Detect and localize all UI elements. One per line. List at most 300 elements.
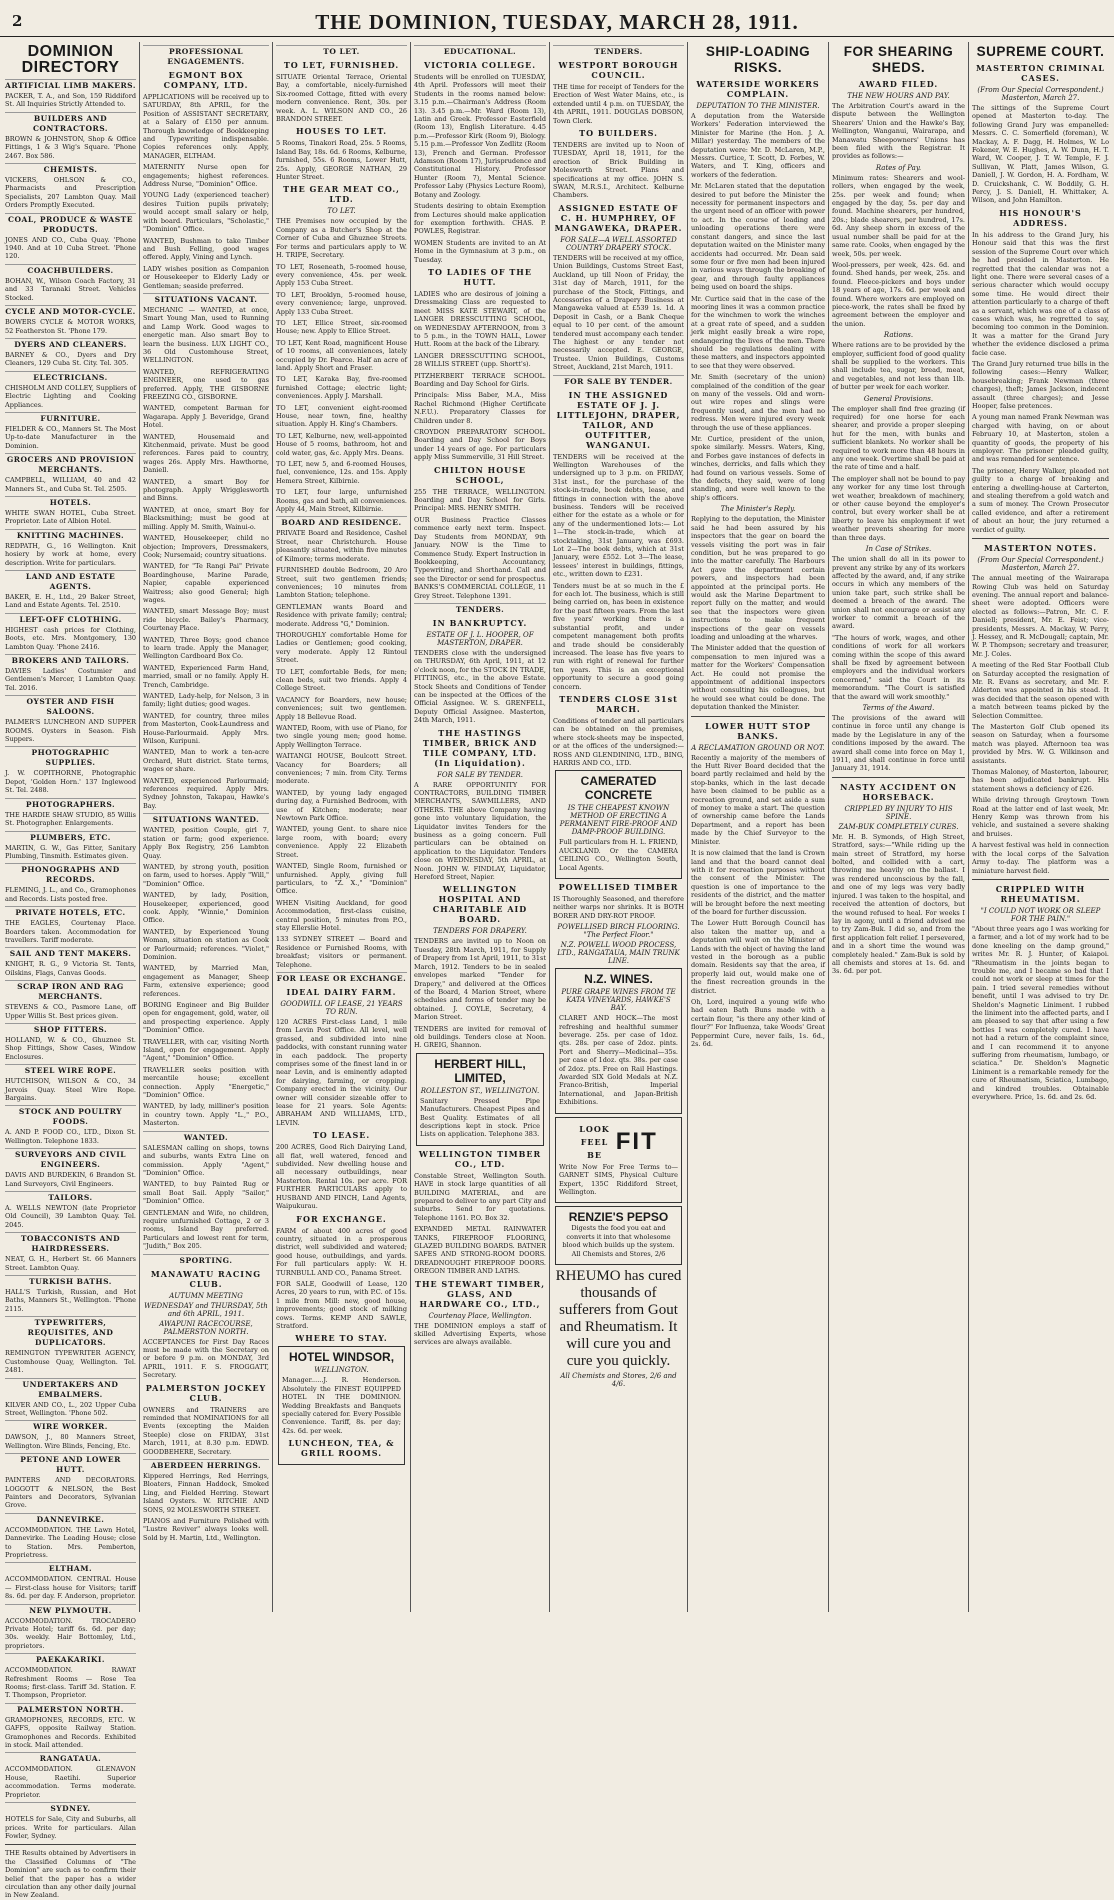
ad-text: Full particulars from H. L. FRIEND, AUCKLAND. Or the CAMERA CEILING CO., Wellington South, Local Agents.	[559, 838, 678, 872]
directory-entry: DAVIS AND BURDEKIN, 6 Brandon St. Land Surveyors, Civil Engineers.	[5, 1171, 136, 1188]
article-text: Mr. Curtice said that in the case of the mooring lines it was a common practice for the winchmen to work the winches at a great rate of speed, and a sudden jerk might easily break a wire rope, endangering the lives of the men. There should be regulations dealing with these matters, and inspectors appointed to see that they were observed.	[691, 294, 825, 370]
directory-category: PAEKAKARIKI.	[5, 1653, 136, 1665]
ad-text: TO LET, Kent Road, magnificent House of 10 rooms, all conveniences, lately occupied by Dr. Pearce. Half an acre of land. Apply Short and Fraser.	[276, 338, 407, 372]
column-directory	[2, 42, 140, 1900]
directory-category: NEW PLYMOUTH.	[5, 1604, 136, 1616]
article-text: Mr. McLaren stated that the deputation desired to put before the Minister the necessity for permanent inspectors and the urgent need of an officer with power to act. In the course of loading and unloading operations there were constant dangers, and since the last deputation waited on the Minister many accidents had occurred. Mr. Dean said some four or five men had been injured in various ways through the breaking of gear, and through faulty appliances being used on board the ships.	[691, 182, 825, 292]
article-text: TENDERS will be received at my office, Union Buildings, Customs Street East, Auckland, up till Noon of Friday, the 31st day of March, 1911, for the purchase of the Stock, Fittings, and Accessories of a Drapery Business at Mangaweka valued at £539 1s. 1d. A Deposit in Cash, or a Bank Cheque equal to 10 per cent. of the amount tendered must accompany each tender. The highest or any tender not necessarily accepted. E. GEORGE, Trustee. Union Buildings, Customs Street, Auckland, 21st March, 1911.	[553, 253, 684, 372]
article-subhead: A RECLAMATION GROUND OR NOT.	[691, 743, 825, 752]
article-text: The annual meeting of the Wairarapa Rowing Club was held on Saturday evening. The annual report and balance-sheet were adopted. Officers were elected as follows:—Patron, Mr. C. F. Daniell; president, Mr. E. Feist; vice-presidents, Messrs. A. Mackay, W. Perry, J. Hessey, and R. McDougall; captain, Mr. W. P. Thompson; secretary and treasurer, Mr. J. Coles.	[972, 574, 1109, 658]
section-heading: ABERDEEN HERRINGS.	[143, 1459, 269, 1471]
dateline: (From Our Special Correspondent.) Masterton, March 27.	[977, 556, 1104, 573]
ad-text: TO LET, Ellice Street, six-roomed House; new. Apply to Ellice Street.	[276, 318, 407, 336]
directory-category: TOBACCONISTS AND HAIRDRESSERS.	[5, 1232, 136, 1254]
ad-big-word: FIT	[615, 1127, 658, 1155]
sub-heading: FOR SALE—A WELL ASSORTED COUNTRY DRAPERY STOCK.	[560, 235, 677, 252]
ad-text: WANTED, by young lady engaged during day, a Furnished Bedroom, with use of Kitchen; moderate; near Newtown Park Office.	[276, 788, 407, 823]
ad-text: WANTED, Experienced Farm Hand, married, small or no family. Apply H. Trench, Cambridge.	[143, 663, 269, 689]
directory-entry: STEVENS & CO., Pasmore Lane, off Upper Willis St. Best prices given.	[5, 1003, 136, 1020]
article-text: "The hours of work, wages, and other conditions of work for all workers coming within the scope of this award shall be fixed by agreement between employers and the individual workers concerned," said the Court in its memorandum. "The Court is satisfied that the award will work smoothly."	[832, 633, 965, 701]
directory-category: DYERS AND CLEANERS.	[5, 338, 136, 350]
directory-entry: BROWN & JOHNSTON, Shop & Office Fittings, 1 & 3 Wig's Square. 'Phone 2467. Box 586.	[5, 134, 136, 160]
sub-heading: TO LET, FURNISHED.	[283, 60, 400, 70]
ad-text: EXPANDED METAL RAINWATER TANKS, FIREPROOF FLOORING, GLAZED BUILDING BOARDS. BATNER SAFES AND STRONG-ROOM DOORS. DREADNOUGHT FIREPROOF DOORS. OREGON TIMBER AND LATHS.	[414, 1225, 546, 1276]
directory-entry: FIELDER & CO., Manners St. The Most Up-to-date Manufacturer in the Dominion.	[5, 424, 136, 450]
sub-heading: WESTPORT BOROUGH COUNCIL.	[558, 60, 679, 80]
section-heading: SITUATIONS WANTED.	[143, 813, 269, 825]
directory-category: ELTHAM.	[5, 1562, 136, 1574]
ad-text: WANTED, young Gent. to share nice large room, with board; every convenience. Apply 22 Elizabeth Street.	[276, 825, 407, 859]
directory-category: DANNEVIRKE.	[5, 1513, 136, 1525]
article-headline: MASTERTON NOTES.	[983, 543, 1098, 554]
article-text: 255 THE TERRACE, WELLINGTON. Boarding and Day School for Girls. Principal: MRS. HENRY SMITH.	[414, 487, 546, 513]
article-text: Mr. H. B. Symonds, of High Street, Stratford, says:—"While riding up the main street of Stratford, my horse bolted, and collided with a cart, throwing me heavily on the ballast. I was rendered unconscious by the fall, and one of my legs was very badly injured. I was taken to the hospital, and received the attention of doctors, but the wound refused to heal. For weeks I lay in agony, until a friend advised me to try Zam-Buk. I did so, and from the first application felt relief. I persevered, and in a short time the wound was completely healed." Zam-Buk is sold by all chemists and stores at 1s. 6d. and 3s. 6d. per pot.	[832, 832, 965, 976]
directory-entry: ACCOMMODATION. THE Lawn Hotel, Dannevirke. The Leading House; close to Station. Mrs. Pemberton, Proprietress.	[5, 1525, 136, 1559]
article-text: The Grand Jury returned true bills in the following cases:—Henry Walker, housebreaking; Frank Newman (three charges), theft; James Jackson, indecent assault (three charges); and Jesse Hooper, false pretences.	[972, 359, 1109, 410]
company-name: EGMONT BOX COMPANY, LTD.	[163, 70, 249, 90]
directory-entry: THE EAGLES, Courtenay Place. Boarders taken. Accommodation for travellers. Tariff moderate.	[5, 919, 136, 944]
article-text: TENDERS are invited for removal of old buildings. Tenders close at Noon. H. GREIG, Shannon.	[414, 1024, 546, 1050]
ad-text: THE DOMINION employs a staff of skilled Advertising Experts, whose services are always available.	[414, 1321, 546, 1347]
camerated-concrete-ad	[555, 770, 682, 879]
article-text: The prisoner, Henry Walker, pleaded not guilty to a charge of breaking and entering a dwelling-house at Carterton, and stealing therefrom a gold watch and a sum of money. The Crown Prosecutor called evidence, and after a retirement of about an hour, the jury returned a verdict of guilty.	[972, 466, 1109, 534]
ad-company: N.Z. POWELL WOOD PROCESS, LTD., RANGATAUA, MAIN TRUNK LINE.	[557, 941, 680, 966]
ad-text: GENTLEMAN and Wife, no children, require unfurnished Cottage, 2 or 3 rooms, Island Bay preferred. Particulars and lowest rent for term, "Judith," Box 205.	[143, 1208, 269, 1251]
article-headline: SUPREME COURT.	[976, 44, 1105, 59]
directory-category: SURVEYORS AND CIVIL ENGINEERS.	[5, 1148, 136, 1170]
ad-text: TRAVELLER seeks position with mercantile house; excellent connection. Apply "Energetic," "Dominion" Office.	[143, 1065, 269, 1100]
article-headline: LOWER HUTT STOP BANKS.	[705, 720, 811, 741]
article-text: OUR Business Practice Classes commence early next term. Inspect. Day Students from MONDAY, 9th January. NOW is the Time to Commence Study. Expert Instruction in Bookkeeping, Accountancy, Typewriting, and Shorthand. Call and see the Director or send for prospectus. BANKS'S COMMERCIAL COLLEGE, 11 Grey Street. Telephone 1391.	[414, 515, 546, 600]
article-subhead: General Provisions.	[863, 394, 934, 403]
directory-entry: BARNEY & CO., Dyers and Dry Cleaners, 129 Cuba St. City. Tel. 305.	[5, 350, 136, 368]
meeting-dates: WEDNESDAY and THURSDAY, 5th and 6th APRIL, 1911.	[144, 1301, 268, 1318]
ad-tagline: IS THE CHEAPEST KNOWN METHOD OF ERECTING A PERMANENT FIRE-PROOF AND DAMP-PROOF BUILDING.	[559, 804, 678, 837]
ad-text: TO LET, Roseneath, 5-roomed house, every convenience, 45s. per week. Apply 153 Cuba Street.	[276, 262, 407, 288]
article-text: Oh, Lord, inquired a young wife who had eaten Bath Buns made with a certain flour, "is there any other kind of flour?" For Influenza, take Woods' Great Peppermint Cure, never fails, 1s. 6d., 2s. 6d.	[691, 998, 825, 1049]
section-heading: TENDERS.	[553, 45, 684, 57]
ad-text: 5 Rooms, Tinakori Road, 25s. 5 Rooms, Island Bay, 18s. 6d. 6 Rooms, Kelburne, furnished, 55s. 6 Rooms, Lower Hutt, 25s. Apply, GEORGE NATHAN, 29 Hunter Street.	[276, 139, 407, 182]
ad-text: TO LET, Karaka Bay, five-roomed furnished Cottage; electric light; conveniences. Apply J. Marshall.	[276, 375, 407, 401]
pepso-ad	[555, 1206, 682, 1265]
section-heading: SITUATIONS VACANT.	[143, 293, 269, 305]
article-text: CROYDON PREPARATORY SCHOOL. Boarding and Day School for Boys under 14 years of age. For particulars apply Miss Summerville, 31 Hill Street.	[414, 428, 546, 462]
article-text: Mr. Curtice, president of the union, spoke similarly. Messrs. Waters, King, and Forbes gave instances of defects in winches, derricks, and falls which they had found on various vessels. Some of the defects, they said, were of long standing, and were well known to the ship's officers.	[691, 435, 825, 502]
directory-category: OYSTER AND FISH SALOONS.	[5, 695, 136, 717]
club-name: MANAWATU RACING CLUB.	[150, 1268, 262, 1289]
directory-category: WIRE WORKER.	[5, 1420, 136, 1432]
directory-entry: HALL'S Turkish, Russian, and Hot Baths, Manners St., Wellington. 'Phone 2115.	[5, 1288, 136, 1313]
ad-text: WANTED, by strong youth, position on farm, used to horses. Apply "Will," "Dominion" Office.	[143, 862, 269, 888]
ad-text: WANTED, Single Room, furnished or unfurnished. Apply, giving full particulars, to "Z. X.," "Dominion" Office.	[276, 862, 407, 896]
sub-heading: FOR EXCHANGE.	[296, 1213, 387, 1224]
directory-category: TURKISH BATHS.	[5, 1275, 136, 1287]
dateline: (From Our Special Correspondent.) Masterton, March 27.	[977, 86, 1104, 102]
column-to-let	[273, 42, 411, 1612]
directory-category: COAL, PRODUCE & WASTE PRODUCTS.	[5, 213, 136, 235]
hotel-name: HOTEL WINDSOR,	[288, 1350, 395, 1365]
ad-text: SALESMAN calling on shops, towns and suburbs, wants Extra Line on commission. Apply "Agent," "Dominion" Office.	[143, 1143, 269, 1177]
directory-entry: BAKER, E. H., Ltd., 29 Baker Street, Land and Estate Agents. Tel. 2510.	[5, 593, 136, 610]
article-text: Students desiring to obtain Exemption from Lectures should make application for exemption forthwith. CHAS. P. POWLES, Registrar.	[414, 202, 546, 236]
article-text: A meeting of the Red Star Football Club on Saturday accepted the resignation of Mr. R. Evans as secretary, and Mr. F. Alderton was appointed in his stead. It was decided that the season opened with a match between teams picked by the Selection Committee.	[972, 661, 1109, 720]
ad-tagline: POWELLISED BIRCH FLOORING. "The Perfect Floor."	[557, 923, 680, 940]
ad-text: FURNISHED double Bedroom, 20 Aro Street, suit two gentlemen friends; conveniences; 10 minutes from Lambton Station; telephone.	[276, 566, 407, 600]
article-text: "About three years ago I was working for a farmer, and a lot of my work had to be done kneeling on the damp ground," writes Mr. R. J. Hunter, of Kaiapoi. "Rheumatism in the joints began to trouble me, and I became so bad that I could not work or sleep at times for the pain. I tried several remedies without benefit, until I was advised to try Dr. Sheldon's Magnetic Liniment. I rubbed the liniment into the affected parts, and I am pleased to say that after using a few bottles I was completely cured. I have not had a return of the complaint since, and I can recommend it to anyone suffering from rheumatism, lumbago, or sciatica." Dr. Sheldon's Magnetic Liniment is a remarkable remedy for the cure of Rheumatism, Sciatica, Lumbago, and kindred troubles. Obtainable everywhere. Price, 1s. 6d. and 2s. 6d.	[972, 924, 1109, 1102]
article-headline: FOR SHEARING SHEDS.	[843, 44, 954, 75]
directory-entry: GRAMOPHONES, RECORDS, ETC. W. GAFFS, opposite Railway Station. Gramophones and Records. Exhibited in stock. Mail attended.	[5, 1715, 136, 1750]
ad-text: WANTED, for "Te Rangi Pai" Private Boardinghouse, Marine Parade, Napier, capable experienced Waitress; also good General; high wages.	[143, 562, 269, 604]
ad-text: MECHANIC — WANTED, at once, Smart Young Man, used to Running and Lamp Work. Good wages to energetic man. Also smart Boy to learn the business. LUX LIGHT CO., 36 Old Customhouse Street, WELLINGTON.	[143, 305, 269, 365]
directory-category: SCRAP IRON AND RAG MERCHANTS.	[5, 980, 136, 1002]
directory-category: SAIL AND TENT MAKERS.	[5, 947, 136, 959]
ad-address: ROLLESTON ST., WELLINGTON.	[420, 1086, 540, 1095]
ad-text: WANTED, by lady, milliner's position in country town. Apply "L.," P.O., Masterton.	[143, 1102, 269, 1128]
directory-entry: HOLLAND, W. & CO., Ghuznee St. Shop Fittings, Show Cases, Window Enclosures.	[5, 1035, 136, 1061]
ad-text: TO LET, four large, unfurnished Rooms, gas and bath, all conveniences. Apply 44, Main Street, Kilbirnie.	[276, 488, 407, 514]
ad-text: YOUNG Lady (experienced teacher) desires Tuition pupils privately; would accept small salary or help, with board. Particulars, "Scholastic," "Dominion" Office.	[143, 191, 269, 234]
ad-text: 133 SYDNEY STREET — Board and Residence or Furnished Rooms, with breakfast; visitors or permanent. Telephone.	[276, 935, 407, 969]
directory-entry: JONES AND CO., Cuba Quay. 'Phone 1940. And at 10 Cuba Street. 'Phone 120.	[5, 235, 136, 261]
directory-entry: VICKERS, OHLSON & CO., Pharmacists and Prescription Specialists, 207 Lambton Quay. Mail Orders Promptly Executed.	[5, 176, 136, 210]
where-to-stay-heading: WHERE TO STAY.	[295, 1333, 388, 1344]
directory-category: SYDNEY.	[5, 1802, 136, 1814]
article-text: A deputation from the Waterside Workers' Federation interviewed the Minister for Marine (the Hon. J. A. Millar) yesterday. The members of the deputation were: Mr. D. McLaren, M.P., Messrs. Curtice, T. Scott, D. Forbes, W. Waters, and T. King, officers and workers of the federation.	[691, 112, 825, 179]
article-text: The employer shall find free grazing (if required) for one horse for each shearer, and provide a proper sleeping hut for the men, with bunks and sufficient blankets. No worker shall be required to work more than 48 hours in any one week. Overtime shall be paid at the rate of time and a half.	[832, 404, 965, 472]
newspaper-title: THE DOMINION, TUESDAY, MARCH 28, 1911.	[315, 10, 799, 34]
ad-text: APPLICATIONS will be received up to SATURDAY, 8th APRIL, for the Position of ASSISTANT SECRETARY, at a Salary of £150 per annum. Thorough knowledge of Bookkeeping and Typewriting indispensable. Copies references only. Apply, MANAGER, ELTHAM.	[143, 93, 269, 160]
ad-text: WANTED, Three Boys; good chance to learn trade. Apply the Manager, Wellington Cardboard Box Co.	[143, 635, 269, 661]
ad-text: IS Thoroughly Seasoned, and therefore neither warps nor shrinks. It is BOTH BORER AND DRY-ROT PROOF.	[553, 895, 684, 920]
directory-category: LAND AND ESTATE AGENTS.	[5, 570, 136, 592]
ad-text: 200 ACRES, Good Rich Dairying Land, all flat, well watered, fenced and subdivided. New dwelling house and all necessary outbuildings, near Masterton. Rental 10s. per acre. FOR FURTHER PARTICULARS apply to HUSBAND AND FINCH, Land Agents, Waipukurau.	[276, 1143, 407, 1211]
directory-entry: NEAT, G. H., Herbert St. 66 Manners Street. Lambton Quay.	[5, 1255, 136, 1272]
ad-text: WANTED, Room, with use of Piano, for two single young men; good home. Apply Wellington Terrace.	[276, 724, 407, 749]
ad-text: TO LET, convenient eight-roomed House, near town, fine, healthy situation. Apply H. King's Chambers.	[276, 403, 407, 429]
ad-heading: POWELLISED TIMBER	[558, 882, 679, 892]
directory-entry: PALMER'S LUNCHEON AND SUPPER ROOMS. Oysters in Season. Fish Suppers.	[5, 718, 136, 744]
directory-category: STEEL WIRE ROPE.	[5, 1064, 136, 1076]
article-text: Where rations are to be provided by the employer, sufficient food of good quality shall be supplied to the workers. This shall include tea, sugar, bread, meat, and vegetables, and not less than 1lb. of butter per week for each worker.	[832, 341, 965, 392]
ad-text: TRAVELLER, with car, visiting North Island, open for engagement. Apply "Agent," "Dominion" Office.	[143, 1037, 269, 1063]
ad-text: WANTED, Housekeeper, child no objection; Improvers, Dressmakers, Cook; Nursemaid; country situations.	[143, 534, 269, 559]
directory-entry: MARTIN, G. W., Gas Fitter, Sanitary Plumbing, Tinsmith. Estimates given.	[5, 843, 136, 860]
directory-category: LEFT-OFF CLOTHING.	[5, 613, 136, 625]
article-text: The Minister added that the question of compensation to men injured was a matter for the Workers' Compensation Act. He could not promise the appointment of additional inspectors without consulting his colleagues, but he would see what could be done. The deputation thanked the Minister.	[691, 644, 825, 712]
directory-category: TYPEWRITERS, REQUISITES, AND DUPLICATORS.	[5, 1316, 136, 1348]
ad-tagline: PURE GRAPE WINES FROM TE KATA VINEYARDS, HAWKE'S BAY.	[561, 988, 676, 1013]
page-number: 2	[12, 12, 23, 30]
directory-category: GROCERS AND PROVISION MERCHANTS.	[6, 455, 135, 475]
sub-heading: IDEAL DAIRY FARM.	[286, 986, 397, 997]
ad-text: WANTED, Housemaid and Kitchenmaid, private. Must be good references. Fares paid to country, wages 26s. Apply Mrs. Hawthorne, Daniell.	[143, 432, 269, 475]
garnet-sims-ad	[555, 1117, 682, 1204]
sub-heading: GOODWILL OF LEASE, 21 YEARS TO RUN.	[280, 999, 403, 1016]
ad-text: Digests the food you eat and converts it into that wholesome blood which builds up the system. All Chemists and Stores, 2/6	[562, 1224, 675, 1258]
article-headline: CRIPPLED WITH RHEUMATISM.	[995, 883, 1086, 904]
directory-entry: FLEMING, J. L., and Co., Gramophones and Records. Lists posted free.	[5, 886, 136, 903]
article-headline: NASTY ACCIDENT ON HORSEBACK.	[840, 781, 957, 802]
ad-text: THE Premises now occupied by the Company as a Butcher's Shop at the Corner of Cuba and Ghuznee Streets. For terms and particulars apply to W. H. TRIPE, Secretary.	[276, 217, 407, 260]
ad-text: TO LET, Kelburne, new, well-appointed House of 5 rooms, bathroom, hot and cold water, gas, &c. Apply Mrs. Deans.	[276, 431, 407, 457]
directory-entry: BOHAN, W., Wilson Coach Factory, 31 and 33 Taranaki Street. Vehicles Stocked.	[5, 276, 136, 302]
ad-text: SITUATE Oriental Terrace, Oriental Bay, a comfortable, nicely-furnished Six-roomed Cottage, fitted with every modern convenience. Rent, 30s. per week. A. L. WILSON AND CO., 26 BRANDON STREET.	[276, 73, 407, 124]
directory-entry: A. AND P. FOOD CO., LTD., Dixon St. Wellington. Telephone 1833.	[5, 1128, 136, 1145]
article-subhead: HIS HONOUR'S ADDRESS.	[999, 207, 1082, 228]
ad-text: MATERNITY Nurse open for engagements; highest references. Address Nurse, "Dominion" Office.	[143, 163, 269, 189]
section-heading: WANTED.	[143, 1131, 269, 1143]
directory-category: PHONOGRAPHS AND RECORDS.	[5, 863, 136, 885]
article-text: PITZHERBERT TERRACE SCHOOL. Boarding and Day School for Girls.	[414, 371, 546, 388]
article-text: The Masterton Golf Club opened its season on Saturday, when a foursome match was played. Afternoon tea was provided by Mrs. W. G. Wilkinson and assistants.	[972, 723, 1109, 765]
article-subhead: "I COULD NOT WORK OR SLEEP FOR THE PAIN."	[980, 906, 1101, 923]
nz-wines-ad	[555, 968, 682, 1113]
article-text: TENDERS close with the undersigned on THURSDAY, 6th April, 1911, at 12 o'clock noon, for the STOCK IN TRADE, FITTINGS, etc., in the above Estate. Stock Sheets and Conditions of Tender can be inspected at the Offices of the Official Assignee. W. S. GRENFELL, Deputy Official Assignee. Masterton, 24th March, 1911.	[414, 648, 546, 725]
directory-category: PRIVATE HOTELS, ETC.	[5, 906, 136, 918]
sub-heading: CHILTON HOUSE SCHOOL,	[433, 464, 527, 485]
article-text: The sittings of the Supreme Court opened at Masterton to-day. The following Grand Jury was empanelled: Messrs. C. C. Somerfield (foreman), W. Mackay, A. F. Dagg, H. Holmes, W. Lo Fokener, W. E. Hughes, A. W. Dunn, H. T. Ward, W. Cooper, J. T. W. Temple, F. J. Sullivan, W. Platt, James Wilson, G. Daniell, J. W. Gordon, H. A. Fordham, W. D. Cruickshank, C. W. Boddily, G. H. Percy, J. S. Daniell, H. Whittaker, A. Wilson, and John Hamilton.	[972, 104, 1109, 205]
article-text: TENDERS are invited up to Noon of TUESDAY, April 18, 1911, for the erection of Brick Building in Molesworth Street. Plans and specifications at my office. JOHN S. SWAN, M.R.S.I., Architect. Kelburne Chambers.	[553, 141, 684, 200]
directory-category: HOTELS.	[5, 496, 136, 508]
directory-entry: REDPATH, G., 16 Wellington. Knit hosiery by work at home, every description. Write for particulars.	[5, 541, 136, 567]
ad-text: PIANOS and Furniture Polished with "Lustre Reviver" always looks well. Sold by H. Martin, Ltd., Wellington.	[143, 1517, 269, 1542]
ad-text: TO LET, new 5, and 6-roomed Houses, fuel, convenience, 12s. and 15s. Apply Hemera Street, Kilbirnie.	[276, 460, 407, 485]
article-subhead: ZAM-BUK COMPLETELY CURES.	[838, 822, 959, 831]
article-subhead: THE NEW HOURS AND PAY.	[847, 92, 950, 100]
directory-list	[5, 79, 136, 1840]
ad-heading: RENZIE'S PEPSO	[568, 1210, 669, 1225]
ad-text: WANTED, REFRIGERATING ENGINEER, one used to gas preferred. Apply, THE GISBORNE FREEZING CO., GISBORNE.	[143, 367, 269, 401]
article-subhead: MASTERTON CRIMINAL CASES.	[976, 63, 1105, 83]
article-text: Recently a majority of the members of the Hutt River Board decided that the board partly reclaimed and held by the stop-banks, which in the last decade have been claimed to be public as a recreation ground, and set aside a sum of money to make a start. The question of ownership came before the Lands Department, and a report has been made by the Chief Surveyor to the Minister.	[691, 753, 825, 846]
ad-text: Write Now For Free Terms to— GARNET SIMS, Physical Culture Expert, 135C Riddiford Street, Wellington.	[559, 1162, 678, 1196]
ad-text: PRIVATE Board and Residence, Cashel Street, near Christchurch. House pleasantly situated, within five minutes of Kilmore; terms moderate.	[276, 529, 407, 563]
article-subhead: AWARD FILED.	[858, 79, 939, 89]
ad-text: WAITANGI HOUSE, Boulcott Street. Vacancy for Boarders; all conveniences; 7 min. from City. Terms moderate.	[276, 752, 407, 786]
article-text: TENDERS are invited up to Noon on Tuesday, 28th March, 1911, for Supply of Drapery from 1st April, 1911, to 31st March, 1912. Tenders to be in sealed envelopes marked "Tender for Drapery," and delivered at the Offices of the Board, 4 Marion Street, where schedules and forms of tender may be obtained. J. COYLE, Secretary, 4 Marion Street.	[414, 937, 546, 1022]
directory-category: BROKERS AND TAILORS.	[5, 654, 136, 666]
directory-category: ARTIFICIAL LIMB MAKERS.	[5, 81, 136, 90]
sub-heading: IN THE ASSIGNED ESTATE OF J. J. LITTLEJOHN, DRAPER, TAILOR, AND OUTFITTER, WANGANUI.	[556, 389, 681, 450]
directory-entry: DAWSON, J., 80 Manners Street, Wellington. Wire Blinds, Fencing, Etc.	[5, 1433, 136, 1450]
article-subhead: Rations.	[883, 331, 914, 340]
article-subhead: Terms of the Award.	[862, 704, 935, 712]
article-text: Minimum rates: Shearers and wool-rollers, when engaged by the week, 25s. per week and found; when engaged by the day, 5s. per day and found. Machine shearers, per hundred, 20s.; blade shearers, per hundred, 17s. 6d. Any sheep shorn in excess of the usual number shall be paid for at the same rate. Cooks, when engaged by the week, 50s. per week.	[832, 173, 965, 258]
article-subhead: WATERSIDE WORKERS COMPLAIN.	[696, 79, 820, 99]
directory-category: RANGATAUA.	[5, 1752, 136, 1764]
ad-text: VACANCY for Boarders, new house; conveniences; suit two gentlemen. Apply 18 Bellevue Road.	[276, 695, 407, 721]
meeting-name: AUTUMN MEETING	[169, 1291, 243, 1300]
column-supreme-court	[969, 42, 1112, 1612]
directory-entry: HIGHEST cash prices for Clothing, Boots, etc. Mrs. Montgomery, 130 Lambton Quay. 'Phone 2416.	[5, 625, 136, 651]
ad-text: WANTED, position Couple, girl 7, station or farm; good experience. Apply Box Registry, 256 Lambton Quay.	[143, 826, 269, 860]
ad-address: Courtenay Place, Wellington.	[428, 1311, 532, 1320]
ad-text: WANTED, experienced Parlourmaid; references required. Apply Mrs. Sydney Johnston, Takapau, Hawke's Bay.	[143, 776, 269, 810]
ad-text: Sanitary Pressed Pipe Manufacturers. Cheapest Pipes and Best Quality. Estimates of all descriptions kept in stock. Price Lists on application. Telephone 383.	[420, 1096, 540, 1139]
ad-heading: WELLINGTON TIMBER CO., LTD.	[418, 1148, 542, 1169]
directory-category: STOCK AND POULTRY FOODS.	[5, 1105, 136, 1127]
directory-entry: HOTELS for Sale, City and Suburbs, all prices. Write for particulars. Ailan Fowler, Sydney.	[5, 1815, 136, 1840]
article-text: The union shall do all in its power to prevent any strike by any of its workers affected by the award, and, if any strike occurs in which any members of the union take part, such strike shall be deemed a breach of the award. The union shall not encourage or assist any worker to commit a breach of the award.	[832, 555, 965, 631]
article-text: A harvest festival was held in connection with the local corps of the Salvation Army to-day. The platform was a miniature harvest field.	[972, 841, 1109, 875]
article-text: The employer shall not be bound to pay any worker for any time lost through wet weather, breakdown of machinery, or other cause beyond the employer's control, but every worker shall be at liberty to leave his employment if wet weather prevents shearing for more than three days.	[832, 474, 965, 542]
ad-heading: HERBERT HILL, LIMITED,	[434, 1056, 526, 1085]
ad-heading: N.Z. WINES.	[584, 972, 653, 987]
sub-heading: IN BANKRUPTCY.	[432, 617, 528, 628]
ad-text: WANTED, by Experienced Young Woman, situation on station as Cook or Parlourmaid; references. "Violet," Dominion.	[143, 927, 269, 961]
directory-entry: ACCOMMODATION. CENTRAL House — First-class house for Visitors; tariff 8s. 6d. per day. F. Anderson, proprietor.	[5, 1575, 136, 1601]
directory-category: BUILDERS AND CONTRACTORS.	[5, 112, 136, 134]
ad-heading: CAMERATED CONCRETE	[580, 774, 657, 803]
ad-text: All Chemists and Stores, 2/6 and 4/6.	[560, 1371, 677, 1388]
section-heading: BOARD AND RESIDENCE.	[276, 516, 407, 528]
article-text: Students will be enrolled on TUESDAY, 4th April. Professors will meet their Students in the rooms named below: 3.15 p.m.—Chairman's Address (Room 13). 3.45 p.m.—Mr. Ward (Room 13), Latin and Greek. Professor Easterfield (Room 13), English Literature. 4.45 p.m.—Professor Kirk (Room 9), Biology. 5.15 p.m.—Professor Von Zedlitz (Room 13), French and German. Professor Adamson (Room 17), Jurisprudence and Constitutional History. Professor Hunter (Room 7), Mental Science. Professor Laby (Physics Lecture Room), Botany and Zoology.	[414, 73, 546, 199]
ad-text: WANTED, by Married Man, engagement as Manager, Sheep Farm, extensive experience; good references.	[143, 964, 269, 998]
section-heading: TENDERS.	[414, 603, 546, 615]
column-educational	[411, 42, 550, 1612]
masthead	[0, 10, 1114, 37]
ad-text: Constable Street, Wellington South. HAVE in stock large quantities of all BUILDING MATERIAL, and are prepared to deliver to any part City and suburbs. Send for quotations. Telephone 1161. P.O. Box 32.	[414, 1171, 546, 1222]
directory-entry: WHITE SWAN HOTEL, Cuba Street. Proprietor. Late of Albion Hotel.	[5, 508, 136, 526]
sub-heading: THE HASTINGS TIMBER, BRICK AND TILE COMPANY, LTD. (In Liquidation).	[422, 727, 538, 768]
section-heading: SPORTING.	[143, 1254, 269, 1266]
article-text: Conditions of tender and all particulars can be obtained on the premises, where stock-sheets may be inspected, or at the offices of the undersigned:— ROSS AND GLENDINING, LTD., BING, HARRIS AND CO., LTD.	[553, 716, 684, 767]
article-text: Tenders must be at so much in the £ for each lot. The business, which is still being carried on, has been in existence for the past fifteen years. From the last five years' working there is a substantial profit, and under competent management both profits and trade should be considerably increased. The lease has five years to run with right of renewal for further ten years. This is an exceptional opportunity to secure a good going concern.	[553, 581, 684, 691]
article-text: A RARE OPPORTUNITY FOR CONTRACTORS, BUILDING TIMBER MERCHANTS, SAWMILLERS, AND OTHERS. THE above Company having gone into voluntary liquidation, the Liquidator invites Tenders for the business as a going concern. Full particulars can be obtained on application to the Liquidator. Tenders close on WEDNESDAY, 5th APRIL, at Noon. JOHN W. FINDLAY, Liquidator, Hereford Street, Napier.	[414, 780, 546, 882]
article-text: In his address to the Grand Jury, his Honour said that this was the first session of the Supreme Court over which he had presided in Masterton. He regretted that the calendar was not a light one. There were several cases of a serious character which would occupy some time. He would direct their attention particularly to a charge of theft as a servant, which was one of a class of cases which was, he regretted to say, becoming too common in the Dominion. It was a matter for the Grand Jury whether the evidence disclosed a prima facie case.	[972, 230, 1109, 357]
sub-heading: FOR SALE BY TENDER.	[437, 770, 523, 779]
ad-text: Kippered Herrings, Red Herrings, Bloaters, Finnan Haddock, Smoked Ling, and Fielded Herring. Stewart Island Oysters. W. RITCHIE AND SONS, 92 MOLESWORTH STREET.	[143, 1472, 269, 1514]
rheumo-ad: RHEUMO has cured thousands of sufferers from Gout and Rheumatism. It will cure you and cure you quickly.	[555, 1267, 682, 1369]
ad-text: FOR SALE, Goodwill of Lease, 120 Acres, 20 years to run, with P.C. of 15s. 1 mile from Mill: new, good house, improvements; good stock of milking cows. Terms. KEMP AND SAWLE, Stratford.	[276, 1279, 407, 1330]
article-subhead: The Minister's Reply.	[720, 505, 796, 514]
ad-word: BE	[587, 1149, 602, 1160]
hotel-location: WELLINGTON.	[314, 1366, 369, 1375]
ad-text: THOROUGHLY comfortable Home for Ladies or Gentlemen; good cooking, very moderate. Apply 12 Rintoul Street.	[276, 630, 407, 665]
sub-heading: HOUSES TO LET.	[295, 126, 388, 137]
article-text: WOMEN Students are invited to an At Home in the Gymnasium at 3 p.m., on Tuesday.	[414, 238, 546, 264]
article-text: While driving through Greytown Town Road at the latter end of last week, Mr. Henry Kemp was thrown from his vehicle, and sustained a severe shaking and bruises.	[972, 796, 1109, 838]
herbert-hill-ad	[416, 1053, 544, 1146]
directory-category: FURNITURE.	[5, 412, 136, 424]
sub-heading: THE GEAR MEAT CO., LTD.	[283, 184, 400, 205]
article-text: Wool-pressers, per week, 42s. 6d. and found. Shed hands, per week, 25s. and found. Fleece-pickers and boys under 18 years of age, 17s. 6d. per week and found. Where workers are employed on piece-work, the rates shall be fixed by agreement between the employer and the union.	[832, 260, 965, 328]
article-text: LADIES who are desirous of joining a Dressmaking Class are requested to meet MISS KATE STEWART, of the LANGER DRESSCUTTING SCHOOL, on WEDNESDAY AFTERNOON, from 3 to 5 p.m., in the TOWN HALL, Lower Hutt. Room at the back of the Library.	[414, 289, 546, 349]
section-heading: TO LET.	[276, 45, 407, 57]
directory-entry: CHISHOLM AND COLLEY, Suppliers of Electric Lighting and Cooking Appliances.	[5, 383, 136, 409]
directory-category: PHOTOGRAPHERS.	[5, 798, 136, 810]
directory-category: SHOP FITTERS.	[5, 1023, 136, 1035]
directory-entry: THE HARDIE SHAW STUDIO, 85 Willis St. Photographer. Enlargements.	[5, 810, 136, 828]
directory-category: KNITTING MACHINES.	[5, 529, 136, 541]
article-text: TENDERS will be received at the Wellington Warehouses of the undersigned up to 3 p.m. on FRIDAY, 31st inst., for the purchase of the stock-in-trade, book debts, lease, and fittings in connection with the above business. Tenders will be received either for the estate as a whole or for any of the undermentioned lots:— Lot 1—The stock-in-trade, which at stocktaking, 31st January, was £693. Lot 2—The book debts, which at 31st January, were £552. Lot 3—The lease, lessees' interest in buildings, fittings, etc., written down to £231.	[553, 452, 684, 579]
club-name: PALMERSTON JOCKEY CLUB.	[145, 1382, 267, 1403]
article-text: The Arbitration Court's award in the dispute between the Wellington Shearers' Union and the Hawke's Bay, Wellington, Wanganui, Wairarapa, and Manawatu Sheepowners' Unions has been filed with the Registrar. It provides as follows:—	[832, 102, 965, 161]
directory-entry: DAVIES Ladies' Costumier and Gentlemen's Mercer, 1 Lambton Quay. Tel. 2016.	[5, 667, 136, 692]
ad-text: WANTED, to buy Painted Rug or small Boat Sail. Apply "Sailor," "Dominion" Office.	[143, 1180, 269, 1206]
ad-text: TO LET, Brooklyn, 5-roomed house, every convenience; large, unproved. Apply 133 Cuba Street.	[276, 290, 407, 316]
article-text: A young man named Frank Newman was charged with having, on or about February 10, at Masterton, stolen a quantity of goods, the property of his employer. The prisoner pleaded guilty, and was remanded for sentence.	[972, 413, 1109, 464]
directory-category: PLUMBERS, ETC.	[5, 831, 136, 843]
sub-heading: WELLINGTON HOSPITAL AND CHARITABLE AID BOARD.	[432, 884, 528, 925]
directory-category: PHOTOGRAPHIC SUPPLIES.	[5, 746, 136, 768]
article-text: The provisions of the award will continue in force until any change is made by the Legislature in any of the conditions imposed by the award. The award shall come into force on May 1, 1911, and shall continue in force until January 31, 1914.	[832, 714, 965, 773]
section-heading: FOR SALE BY TENDER.	[553, 375, 684, 387]
ad-text: WANTED, Bushman to take Timber and Bush Felling, good wages offered. Apply, Vining and Lynch.	[143, 236, 269, 262]
ad-word: FEEL	[580, 1136, 609, 1147]
ad-text: WANTED, smart Message Boy; must ride bicycle. Bailey's Pharmacy, Courtenay Place.	[143, 607, 269, 633]
directory-entry: J. W. COPITHORNE, Photographic Depot, 'Golden Horn.' 137 Inglewood St. Tel. 2488.	[5, 769, 136, 795]
section-heading: FOR LEASE OR EXCHANGE.	[276, 973, 407, 983]
sub-heading: TO LEASE.	[312, 1130, 371, 1141]
section-heading: EDUCATIONAL.	[414, 45, 546, 57]
ad-word: LOOK	[579, 1123, 610, 1134]
article-headline: SHIP-LOADING RISKS.	[705, 44, 811, 75]
article-subhead: DEPUTATION TO THE MINISTER.	[696, 102, 820, 110]
directory-category: PALMERSTON NORTH.	[5, 1703, 136, 1715]
directory-entry: ACCOMMODATION. TROCADERO Private Hotel; tariff 6s. 6d. per day; 30s. weekly. Hair Bottomley, Ltd., proprietors.	[5, 1616, 136, 1650]
article-text: Principals: Miss Baber, M.A., Miss Rachel Richmond (Higher Certificate N.F.U.). Preparatory Classes for Children under 8.	[414, 391, 546, 425]
directory-entry: ACCOMMODATION. RAWAT Refreshment Rooms — Rose Tea Rooms; first-class. Tariff 3d. Station. F. T. Thompson, Proprietor.	[5, 1666, 136, 1700]
directory-category: CYCLE AND MOTOR-CYCLE.	[5, 307, 136, 317]
ad-text: WANTED, Lady-help, for Nelson, 3 in family; light duties; good wages.	[143, 692, 269, 709]
sub-heading: ASSIGNED ESTATE OF C. H. HUMPHREY, OF MANGAWEKA, DRAPER.	[554, 202, 683, 233]
directory-entry: CAMPBELL, WILLIAM, 40 and 42 Manners St., and Cuba St. Tel. 2505.	[5, 476, 136, 493]
directory-category: UNDERTAKERS AND EMBALMERS.	[5, 1378, 136, 1400]
article-text: Replying to the deputation, the Minister said he had been assured by his inspectors that the gear on board the vessels visiting the port was in fair condition, but he was prepared to go into the matter carefully. The Harbours Act gave the department certain powers, and inspectors had been appointed at the principal ports. He would ask the Marine Department to report fully on the matter, and would see that the inspectors were given instructions to make frequent inspections of the gear on vessels loading and unloading at the wharves.	[691, 515, 825, 641]
article-text: LANGER DRESSCUTTING SCHOOL, 28 WILLIS STREET (upp. Shortt's).	[414, 351, 546, 369]
directory-entry: ACCOMMODATION. GLENAVON House, Raetihi. Superior accommodation. Terms moderate. Proprietor.	[5, 1765, 136, 1799]
hotel-windsor-ad	[278, 1346, 405, 1465]
sub-heading: TO LET.	[327, 207, 356, 216]
ad-text: WANTED, at once, smart Boy for Blacksmithing; must be good at milling. Apply M. Smith, Wainui-o.	[143, 505, 269, 531]
ad-text: WANTED, competent Barman for Wagarapa. Apply J. Beveridge, Grand Hotel.	[143, 404, 269, 430]
article-text: THE time for receipt of Tenders for the Erection of West Water Mains, etc., is extended until 4 p.m. on TUESDAY, the 4th APRIL, 1911. DOUGLAS DOBSON, Town Clerk.	[553, 83, 684, 125]
sub-heading: ESTATE OF J. L. HOOPER, OF MASTERTON, DRAPER.	[426, 630, 534, 647]
ad-text: OWNERS and TRAINERS are reminded that NOMINATIONS for all Events (excepting the Maiden Steeple) close on FRIDAY, 31st March, 1911, at 8.30 p.m. EDWD. GOODBEHERE, Secretary.	[143, 1405, 269, 1456]
ad-text: TO LET, comfortable Beds, for men; clean beds, suit two friends. Apply 4 College Street.	[276, 667, 407, 693]
sub-heading: TO LADIES OF THE HUTT.	[428, 266, 532, 287]
ad-text: LADY wishes position as Companion or Housekeeper to Elderly Lady or Gentleman; seaside preferred.	[143, 264, 269, 290]
ad-text: ACCEPTANCES for First Day Races must be made with the Secretary on or before 9 p.m. on MONDAY, 3rd APRIL, 1911. F. S. FROGGATT, Secretary.	[143, 1337, 269, 1380]
column-shearing	[829, 42, 969, 1612]
directory-category: ELECTRICIANS.	[5, 371, 136, 383]
article-text: It is now claimed that the land is Crown land and that the board cannot deal with it for recreation purposes without the consent of the Minister. The question is one of importance to the residents of the district, and the matter will be brought before the next meeting of the board for further discussion.	[691, 849, 825, 916]
article-text: Mr. Smith (secretary of the union) complained of the condition of the gear on many of the vessels. Old and worn-out wire ropes and slings were frequently used, and the men had no redress. Men were injured every week through the use of these appliances.	[691, 373, 825, 432]
ad-text: WANTED, by lady, Position, Housekeeper, experienced, good cook. Apply, "Winnie," Dominion Office.	[143, 891, 269, 925]
directory-entry: A. WELLS NEWTON (late Proprietor Old Council), 39 Lambton Quay. Tel. 2045.	[5, 1204, 136, 1229]
ad-text: GENTLEMAN wants Board and Residence with private family; central; moderate. Address "G," Dominion.	[276, 602, 407, 628]
directory-heading: DOMINION DIRECTORY	[21, 43, 120, 76]
sub-heading: TENDERS FOR DRAPERY.	[433, 927, 527, 936]
ad-text: FARM of about 400 acres of good country, situated in a prosperous district, well subdivided and watered; good house, outbuildings, and yards. For full particulars apply: W. H. TURNBULL AND CO., Panama Street.	[276, 1226, 407, 1277]
sub-heading: TENDERS CLOSE 31st MARCH.	[559, 693, 678, 714]
article-text: Thomas Maloney, of Masterton, labourer, has been adjudicated bankrupt. His statement shows a deficiency of £26.	[972, 768, 1109, 793]
sub-heading: TO BUILDERS.	[579, 128, 658, 139]
ad-tagline: LUNCHEON, TEA, & GRILL ROOMS.	[288, 1438, 395, 1459]
section-heading: PROFESSIONAL ENGAGEMENTS.	[143, 45, 269, 67]
column-ship-loading	[688, 42, 829, 1612]
directory-entry: PAINTERS AND DECORATORS. LOGGOTT & NELSON, the Best Painters and Decorators, Sylvanian Grove.	[5, 1476, 136, 1510]
ad-text: 120 ACRES First-class Land, 1 mile from Levin Post Office. All level, well grassed, and subdivided into nine paddocks, with constant running water in each paddock. The property comprises some of the finest land in or near Levin, and is eminently adapted for dairying, farming, or cropping. Company erected in the vicinity. Our owner will consider sizeable offer to lease for 21 years. Sole Agents: ABRAHAM AND WILLIAMS, LTD., LEVIN.	[276, 1017, 407, 1127]
directory-entry: BOWERS CYCLE & MOTOR WORKS, 52 Featherston St. 'Phone 179.	[5, 318, 136, 335]
ad-text: WANTED, Man to work a ten-acre Orchard, Hutt district. State terms, wages or share.	[143, 748, 269, 774]
directory-entry: PACKER, T. A., and Son, 159 Riddiford St. All Inquiries Strictly Attended to.	[5, 92, 136, 109]
article-subhead: CRIPPLED BY INJURY TO HIS SPINE.	[844, 804, 953, 821]
article-text: The Lower Hutt Borough Council has also taken the matter up, and a deputation will wait on the Minister of Lands with the object of having the land vested in the borough as a public domain. Residents say that the area, if properly laid out, would make one of the finest recreation grounds in the district.	[691, 919, 825, 995]
ad-text: Manager......J. R. Henderson. Absolutely the FINEST EQUIPPED HOTEL IN THE DOMINION. Wedding Breakfasts and Banquets specially catered for. Every Possible Convenience. Tariff, 8s. per day; 42s. 6d. per week.	[282, 1376, 401, 1435]
ad-text: BORING Engineer and Big Builder open for engagement, gold, water, oil and prospecting experience. Apply "Dominion" Office.	[143, 1001, 269, 1035]
